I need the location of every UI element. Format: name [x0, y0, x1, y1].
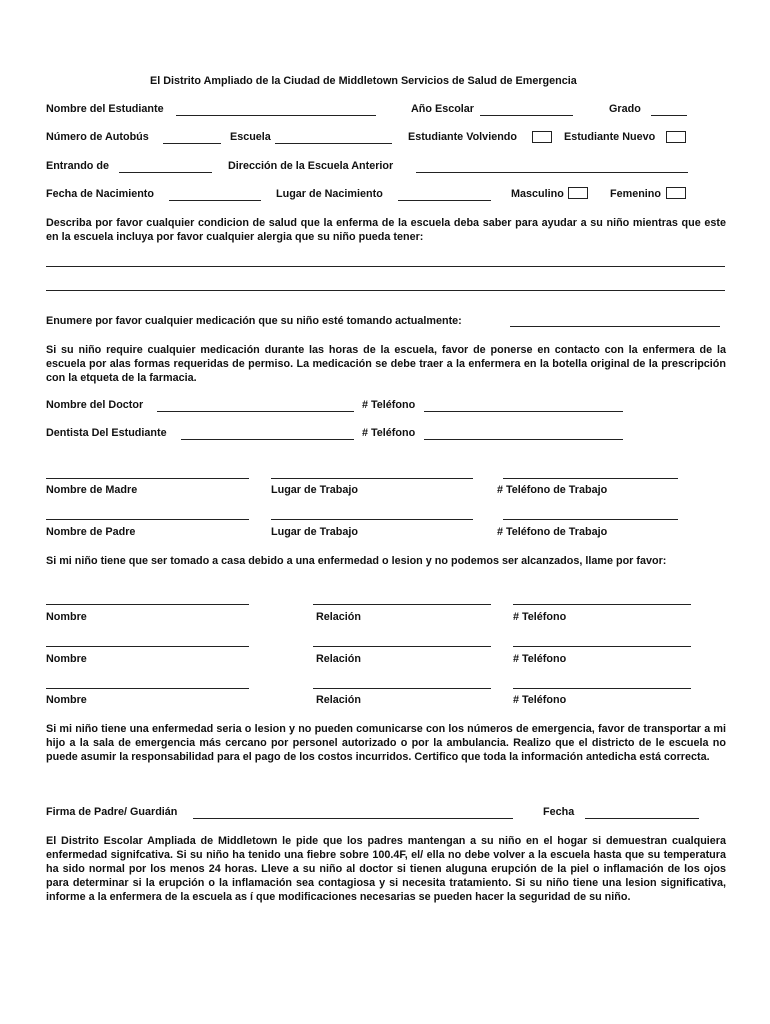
signature-label: Firma de Padre/ Guardián: [46, 806, 178, 818]
returning-student-label: Estudiante Volviendo: [408, 131, 517, 143]
dentist-field[interactable]: [181, 439, 354, 440]
form-title: El Distrito Ampliado de la Ciudad de Middletown Servicios de Salud de Emergencia: [150, 75, 577, 87]
birth-date-field[interactable]: [169, 200, 261, 201]
father-name-label: Nombre de Padre: [46, 526, 136, 538]
contact-1-name-field[interactable]: [46, 604, 249, 605]
doctor-phone-field[interactable]: [424, 411, 623, 412]
father-name-field[interactable]: [46, 519, 249, 520]
contact-3-name-label: Nombre: [46, 694, 87, 706]
contact-2-name-label: Nombre: [46, 653, 87, 665]
mother-work-phone-field[interactable]: [503, 478, 678, 479]
school-field[interactable]: [275, 143, 392, 144]
contact-2-relation-label: Relación: [316, 653, 362, 665]
contact-2-phone-label: # Teléfono: [513, 653, 567, 665]
female-label: Femenino: [610, 188, 661, 200]
father-work-phone-label: # Teléfono de Trabajo: [497, 526, 608, 538]
father-workplace-field[interactable]: [271, 519, 473, 520]
grade-field[interactable]: [651, 115, 687, 116]
father-workplace-label: Lugar de Trabajo: [271, 526, 358, 538]
doctor-phone-label: # Teléfono: [362, 399, 416, 411]
dentist-phone-label: # Teléfono: [362, 427, 416, 439]
contact-2-name-field[interactable]: [46, 646, 249, 647]
contact-3-phone-field[interactable]: [513, 688, 691, 689]
illness-policy-note: El Distrito Escolar Ampliada de Middletown le pide que los padres mantengan a su niño en el hogar si demuestran cualquiera enfermedad signifcativa. Si su niño ha tenido una fiebre sobre 100.4F, el/ ella no debe volver a la escuela hasta que su temperatura ha sido normal por los menos 24 horas. Lleve a su niño al doctor si tienen aluguna erupción de la piel o inflamación de los ojos para determinar si la erupción o la inflamación sea contagiosa y si necesita tratamiento. Si su niño tiene una lesion significativa, informe a la enfermera de la escuela as í que modificaciones necesarias se pueden hacer la seguridad de su niño.: [46, 835, 726, 903]
returning-student-checkbox[interactable]: [532, 131, 552, 143]
contact-3-name-field[interactable]: [46, 688, 249, 689]
health-condition-line-1[interactable]: [46, 266, 725, 267]
school-year-label: Año Escolar: [411, 103, 474, 115]
new-student-label: Estudiante Nuevo: [564, 131, 656, 143]
birth-place-label: Lugar de Nacimiento: [276, 188, 383, 200]
entering-from-label: Entrando de: [46, 160, 109, 172]
contact-1-phone-field[interactable]: [513, 604, 691, 605]
contact-1-name-label: Nombre: [46, 611, 87, 623]
authorization-statement: Si mi niño tiene una enfermedad seria o lesion y no pueden comunicarse con los números de emergencia, favor de transportar a mi hijo a la sala de emergencia más cercano por personel autorizado o por la ambulancia. Realizo que el districto de le escuela no puede asumir la responsabilidad para el pago de los costos incurridos. Certifico que toda la información antedicha está correcta.: [46, 723, 726, 763]
school-year-field[interactable]: [480, 115, 573, 116]
school-label: Escuela: [230, 131, 271, 143]
female-checkbox[interactable]: [666, 187, 686, 199]
birth-place-field[interactable]: [398, 200, 491, 201]
contact-2-relation-field[interactable]: [313, 646, 491, 647]
contact-2-phone-field[interactable]: [513, 646, 691, 647]
date-label: Fecha: [543, 806, 575, 818]
dentist-phone-field[interactable]: [424, 439, 623, 440]
health-condition-line-2[interactable]: [46, 290, 725, 291]
emergency-contact-prompt: Si mi niño tiene que ser tomado a casa debido a una enfermedad o lesion y no podemos ser alcanzados, llame por favor:: [46, 555, 667, 567]
contact-1-relation-field[interactable]: [313, 604, 491, 605]
male-label: Masculino: [511, 188, 564, 200]
entering-from-field[interactable]: [119, 172, 212, 173]
signature-field[interactable]: [193, 818, 513, 819]
contact-1-relation-label: Relación: [316, 611, 362, 623]
mother-workplace-label: Lugar de Trabajo: [271, 484, 358, 496]
date-field[interactable]: [585, 818, 699, 819]
mother-name-label: Nombre de Madre: [46, 484, 138, 496]
student-name-field[interactable]: [176, 115, 376, 116]
previous-school-address-label: Dirección de la Escuela Anterior: [228, 160, 394, 172]
dentist-label: Dentista Del Estudiante: [46, 427, 167, 439]
contact-3-relation-label: Relación: [316, 694, 362, 706]
bus-number-field[interactable]: [163, 143, 221, 144]
medication-note: Si su niño require cualquier medicación durante las horas de la escuela, favor de ponerse en contacto con la enfermera de la escuela por alas formas requeridas de permiso. La medicación se debe traer a la enfermera en la botella original de la prescripción con la etqueta de la farmacia.: [46, 344, 726, 384]
grade-label: Grado: [609, 103, 641, 115]
father-work-phone-field[interactable]: [503, 519, 678, 520]
birth-date-label: Fecha de Nacimiento: [46, 188, 155, 200]
new-student-checkbox[interactable]: [666, 131, 686, 143]
previous-school-address-field[interactable]: [416, 172, 688, 173]
medication-field[interactable]: [510, 326, 720, 327]
mother-name-field[interactable]: [46, 478, 249, 479]
mother-workplace-field[interactable]: [271, 478, 473, 479]
contact-1-phone-label: # Teléfono: [513, 611, 567, 623]
health-condition-prompt: Describa por favor cualquier condicion de salud que la enferma de la escuela deba saber para ayudar a su niño mientras que este en la escuela incluya por favor cualquier alergia que su niño pueda tener:: [46, 217, 726, 243]
doctor-name-label: Nombre del Doctor: [46, 399, 144, 411]
bus-number-label: Número de Autobús: [46, 131, 149, 143]
contact-3-relation-field[interactable]: [313, 688, 491, 689]
contact-3-phone-label: # Teléfono: [513, 694, 567, 706]
male-checkbox[interactable]: [568, 187, 588, 199]
doctor-name-field[interactable]: [157, 411, 354, 412]
mother-work-phone-label: # Teléfono de Trabajo: [497, 484, 608, 496]
student-name-label: Nombre del Estudiante: [46, 103, 164, 115]
medication-prompt: Enumere por favor cualquier medicación que su niño esté tomando actualmente:: [46, 315, 462, 327]
